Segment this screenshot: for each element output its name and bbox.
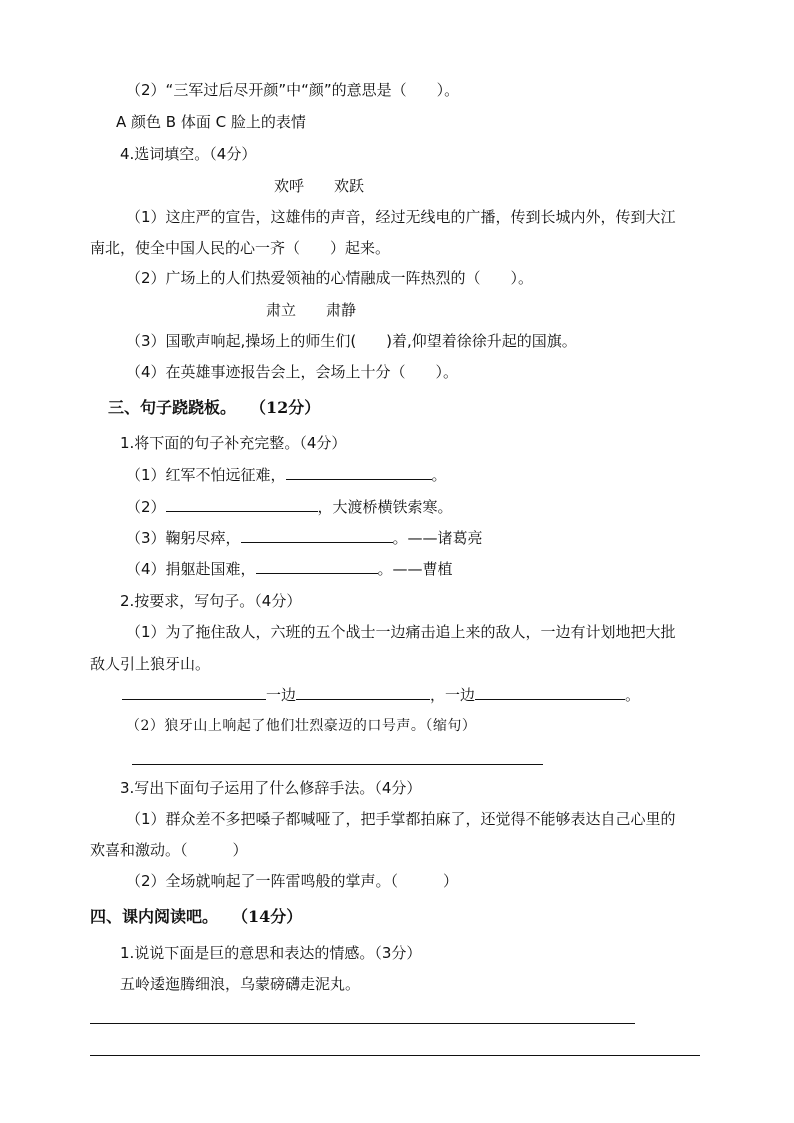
question-4-item-1-line-1: （1）这庄严的宣告，这雄伟的声音，经过无线电的广播，传到长城内外，传到大江 xyxy=(126,208,676,226)
s3-q2-fill-line xyxy=(122,685,640,705)
s3-q2-item-1-line-1: （1）为了拖住敌人，六班的五个战士一边痛击追上来的敌人，一边有计划地把大批 xyxy=(126,623,676,641)
s3-q1-item-2-end: ，大渡桥横铁索寒。 xyxy=(317,498,453,516)
answer-blank[interactable] xyxy=(166,497,318,512)
s3-q1-item-2-text: （2） xyxy=(126,498,166,516)
question-4-item-1-line-2: 南北，使全中国人民的心一齐（ ）起来。 xyxy=(90,239,391,257)
answer-blank[interactable] xyxy=(475,685,625,700)
section-4-points: （14分） xyxy=(240,907,303,926)
s3-q1-item-1-end: 。 xyxy=(431,466,447,484)
s3-question-3-title: 3.写出下面句子运用了什么修辞手法。（4分） xyxy=(120,779,422,797)
s3-q2-fill-mid-2: ，一边 xyxy=(430,686,476,704)
s3-q3-item-1-line-1: （1）群众差不多把嗓子都喊哑了，把手掌都拍麻了，还觉得不能够表达自己心里的 xyxy=(126,810,676,828)
s3-q1-item-4-text: （4）捐躯赴国难， xyxy=(126,560,256,578)
s3-q1-item-4 xyxy=(126,559,453,579)
question-4-item-4: （4）在英雄事迹报告会上，会场上十分（ ）。 xyxy=(126,363,459,381)
section-4-heading xyxy=(90,906,302,928)
section-3-points: （12分） xyxy=(258,398,321,417)
s3-q1-item-2 xyxy=(126,497,453,517)
question-3-options: A 颜色 B 体面 C 脸上的表情 xyxy=(116,113,306,131)
answer-line[interactable] xyxy=(132,764,543,765)
s3-q1-item-1 xyxy=(126,465,447,485)
s3-question-1-title: 1.将下面的句子补充完整。（4分） xyxy=(120,434,347,452)
s3-q2-fill-end: 。 xyxy=(625,686,641,704)
s3-q3-item-1-line-2: 欢喜和激动。（ ） xyxy=(90,841,248,859)
s3-q2-item-1-line-2: 敌人引上狼牙山。 xyxy=(90,655,211,673)
answer-blank[interactable] xyxy=(122,685,266,700)
s3-question-2-title: 2.按要求，写句子。（4分） xyxy=(120,592,302,610)
s3-q1-item-3 xyxy=(126,528,483,548)
section-4-title: 四、课内阅读吧。 xyxy=(90,907,219,926)
answer-blank[interactable] xyxy=(256,559,378,574)
s4-question-1-title: 1.说说下面是巨的意思和表达的情感。（3分） xyxy=(120,944,422,962)
s3-q1-item-3-end: 。——诸葛亮 xyxy=(392,529,483,547)
s3-q2-fill-mid-1: 一边 xyxy=(266,686,297,704)
answer-blank[interactable] xyxy=(286,465,432,480)
s3-q1-item-4-end: 。——曹植 xyxy=(377,560,453,578)
section-3-heading xyxy=(108,397,320,419)
answer-blank[interactable] xyxy=(296,685,430,700)
question-4-item-2: （2）广场上的人们热爱领袖的心情融成一阵热烈的（ ）。 xyxy=(126,269,534,287)
s3-q3-item-2: （2）全场就响起了一阵雷鸣般的掌声。（ ） xyxy=(126,872,459,890)
s3-q2-item-2: （2）狼牙山上响起了他们壮烈豪迈的口号声。（缩句） xyxy=(126,718,477,734)
answer-line[interactable] xyxy=(90,1055,700,1056)
s3-q1-item-3-text: （3）鞠躬尽瘁， xyxy=(126,529,241,547)
answer-blank[interactable] xyxy=(241,528,393,543)
s4-q1-poem-line: 五岭逶迤腾细浪，乌蒙磅礴走泥丸。 xyxy=(120,975,361,993)
word-choices-2: 肃立 肃静 xyxy=(266,301,357,319)
question-3-item-2: （2）“三军过后尽开颜”中“颜”的意思是（ ）。 xyxy=(126,81,460,99)
word-choices-1: 欢呼 欢跃 xyxy=(274,177,365,195)
question-4-item-3: （3）国歌声响起,操场上的师生们( )着,仰望着徐徐升起的国旗。 xyxy=(126,332,577,350)
answer-line[interactable] xyxy=(90,1023,635,1024)
question-4-title: 4.选词填空。（4分） xyxy=(120,145,257,163)
s3-q1-item-1-text: （1）红军不怕远征难， xyxy=(126,466,286,484)
section-3-title: 三、句子跷跷板。 xyxy=(108,398,237,417)
